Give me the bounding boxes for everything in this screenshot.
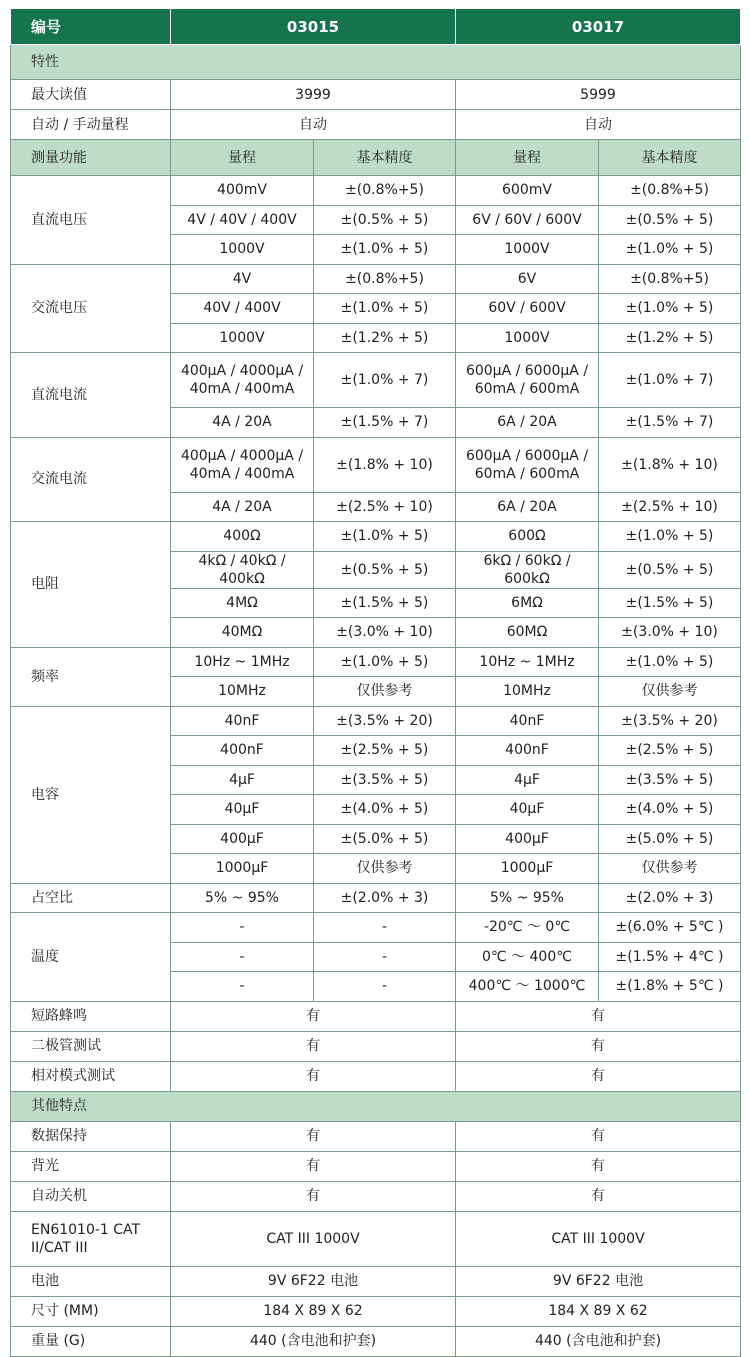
model-a-range: 40μF [171,795,314,825]
measure-function: 频率 [11,647,171,706]
model-b-value: 有 [456,1061,741,1091]
model-a-accuracy: ±(1.5% + 7) [314,408,456,438]
model-b-accuracy: ±(1.5% + 5) [599,588,741,618]
header-label: 编号 [11,9,171,45]
model-b-accuracy: ±(1.0% + 5) [599,235,741,265]
measure-function: 电容 [11,706,171,883]
model-b-range: 60V / 600V [456,294,599,324]
model-b-accuracy: ±(3.0% + 10) [599,618,741,648]
measure-row [11,176,741,206]
model-b-accuracy: ±(0.5% + 5) [599,205,741,235]
spec-row [11,1001,741,1031]
model-a-accuracy: ±(1.0% + 5) [314,294,456,324]
model-a-range: - [171,913,314,943]
model-a-accuracy: - [314,942,456,972]
model-a-accuracy: 仅供参考 [314,677,456,707]
spec-row [11,1061,741,1091]
model-a-accuracy: ±(1.8% + 10) [314,437,456,492]
spec-label: 自动 / 手动量程 [11,110,171,140]
range-header: 量程 [456,140,599,176]
measure-function: 电阻 [11,522,171,648]
model-a-accuracy: ±(3.5% + 20) [314,706,456,736]
section-row [11,1091,741,1121]
spec-label: 短路蜂鸣 [11,1001,171,1031]
spec-row [11,1326,741,1356]
measure-function: 直流电压 [11,176,171,265]
model-a-value: 有 [171,1181,456,1211]
accuracy-header: 基本精度 [599,140,741,176]
model-b-accuracy: ±(6.0% + 5℃ ) [599,913,741,943]
spec-row [11,1151,741,1181]
model-b-value: 自动 [456,110,741,140]
model-b-accuracy: ±(0.8%+5) [599,264,741,294]
model-a-range: 40nF [171,706,314,736]
model-b-accuracy: ±(1.5% + 7) [599,408,741,438]
model-b-value: 5999 [456,80,741,110]
model-b-accuracy: ±(2.5% + 10) [599,492,741,522]
model-b-accuracy: ±(1.0% + 5) [599,647,741,677]
measure-row [11,913,741,943]
model-b-range: 6kΩ / 60kΩ / 600kΩ [456,551,599,588]
model-b-range: 400nF [456,736,599,766]
measure-function: 交流电压 [11,264,171,353]
model-b-range: -20℃ ～ 0℃ [456,913,599,943]
model-b-value: 有 [456,1151,741,1181]
spec-row [11,1211,741,1266]
model-a-accuracy: ±(1.0% + 5) [314,235,456,265]
model-a-value: 自动 [171,110,456,140]
spec-label: 相对模式测试 [11,1061,171,1091]
model-b-value: 184 X 89 X 62 [456,1296,741,1326]
model-a-range: 1000V [171,235,314,265]
model-a-range: 10MHz [171,677,314,707]
model-b-value: 9V 6F22 电池 [456,1266,741,1296]
spec-label: 数据保持 [11,1121,171,1151]
measure-row [11,522,741,552]
model-b-range: 6V / 60V / 600V [456,205,599,235]
model-a-range: 4V / 40V / 400V [171,205,314,235]
model-a-accuracy: - [314,972,456,1002]
spec-row [11,80,741,110]
spec-row [11,1296,741,1326]
spec-label: 重量 (G) [11,1326,171,1356]
model-a-range: 4V [171,264,314,294]
model-b-value: 440 (含电池和护套) [456,1326,741,1356]
model-b-accuracy: ±(1.5% + 4℃ ) [599,942,741,972]
model-a-range: 400mV [171,176,314,206]
spec-row [11,1266,741,1296]
model-a-accuracy: ±(0.8%+5) [314,264,456,294]
model-b-range: 600μA / 6000μA / 60mA / 600mA [456,353,599,408]
header-row [11,9,741,45]
model-b-range: 1000μF [456,854,599,884]
model-b-range: 600mV [456,176,599,206]
spec-label: 背光 [11,1151,171,1181]
model-a-range: 400nF [171,736,314,766]
model-a-accuracy: ±(1.0% + 5) [314,522,456,552]
measure-row [11,437,741,492]
model-a-accuracy: ±(2.0% + 3) [314,883,456,913]
model-b-range: 10MHz [456,677,599,707]
spec-label: EN61010-1 CAT II/CAT III [11,1211,171,1266]
model-b-accuracy: ±(4.0% + 5) [599,795,741,825]
model-a-value: 184 X 89 X 62 [171,1296,456,1326]
model-b-range: 400℃ ～ 1000℃ [456,972,599,1002]
model-a-value: CAT III 1000V [171,1211,456,1266]
model-a-accuracy: ±(0.5% + 5) [314,205,456,235]
model-a-accuracy: - [314,913,456,943]
spec-row [11,110,741,140]
model-b-accuracy: ±(1.0% + 7) [599,353,741,408]
spec-label: 二极管测试 [11,1031,171,1061]
model-b-range: 400μF [456,824,599,854]
spec-row [11,1121,741,1151]
model-b-accuracy: ±(0.8%+5) [599,176,741,206]
section-title-other: 其他特点 [11,1091,741,1121]
model-b-header: 03017 [456,9,741,45]
model-a-accuracy: ±(4.0% + 5) [314,795,456,825]
measure-row [11,264,741,294]
model-b-accuracy: ±(0.5% + 5) [599,551,741,588]
range-header: 量程 [171,140,314,176]
model-a-accuracy: ±(1.2% + 5) [314,323,456,353]
model-b-value: 有 [456,1031,741,1061]
model-a-value: 有 [171,1061,456,1091]
model-a-range: 4μF [171,765,314,795]
model-b-accuracy: ±(1.0% + 5) [599,522,741,552]
model-a-value: 有 [171,1121,456,1151]
measure-row [11,353,741,408]
model-b-range: 0℃ ～ 400℃ [456,942,599,972]
model-b-accuracy: ±(1.2% + 5) [599,323,741,353]
model-a-range: 40MΩ [171,618,314,648]
model-b-accuracy: ±(2.5% + 5) [599,736,741,766]
model-b-range: 5% ~ 95% [456,883,599,913]
model-a-range: 40V / 400V [171,294,314,324]
spec-row [11,1181,741,1211]
model-b-accuracy: ±(1.8% + 5℃ ) [599,972,741,1002]
model-b-value: 有 [456,1001,741,1031]
spec-label: 尺寸 (MM) [11,1296,171,1326]
model-a-range: - [171,972,314,1002]
model-b-range: 60MΩ [456,618,599,648]
model-a-range: 5% ~ 95% [171,883,314,913]
model-b-range: 40nF [456,706,599,736]
model-a-accuracy: ±(1.5% + 5) [314,588,456,618]
spec-row [11,1031,741,1061]
model-b-range: 6MΩ [456,588,599,618]
model-a-value: 9V 6F22 电池 [171,1266,456,1296]
model-a-accuracy: ±(2.5% + 5) [314,736,456,766]
model-a-accuracy: ±(3.0% + 10) [314,618,456,648]
model-b-accuracy: ±(1.8% + 10) [599,437,741,492]
model-b-accuracy: ±(5.0% + 5) [599,824,741,854]
measure-row [11,647,741,677]
model-b-accuracy: ±(1.0% + 5) [599,294,741,324]
model-a-value: 有 [171,1031,456,1061]
model-b-value: CAT III 1000V [456,1211,741,1266]
spec-table [10,8,741,1357]
model-a-header: 03015 [171,9,456,45]
model-b-range: 10Hz ~ 1MHz [456,647,599,677]
model-a-range: 4A / 20A [171,408,314,438]
model-a-value: 有 [171,1151,456,1181]
model-b-range: 4μF [456,765,599,795]
accuracy-header: 基本精度 [314,140,456,176]
measure-row [11,706,741,736]
model-a-accuracy: ±(1.0% + 7) [314,353,456,408]
spec-label: 最大读值 [11,80,171,110]
model-a-range: 400Ω [171,522,314,552]
section-row [11,45,741,80]
model-b-range: 600Ω [456,522,599,552]
model-b-accuracy: 仅供参考 [599,677,741,707]
measure-row [11,883,741,913]
model-a-range: - [171,942,314,972]
model-b-accuracy: ±(3.5% + 20) [599,706,741,736]
measure-header-label: 测量功能 [11,140,171,176]
spec-label: 自动关机 [11,1181,171,1211]
model-b-range: 6A / 20A [456,408,599,438]
model-a-range: 1000μF [171,854,314,884]
section-title-features: 特性 [11,45,741,80]
model-a-accuracy: ±(5.0% + 5) [314,824,456,854]
measure-function: 直流电流 [11,353,171,438]
model-b-range: 40μF [456,795,599,825]
model-a-range: 400μA / 4000μA / 40mA / 400mA [171,437,314,492]
model-b-accuracy: 仅供参考 [599,854,741,884]
model-a-accuracy: ±(3.5% + 5) [314,765,456,795]
model-a-range: 400μA / 4000μA / 40mA / 400mA [171,353,314,408]
measure-header-row [11,140,741,176]
model-b-value: 有 [456,1121,741,1151]
model-b-range: 600μA / 6000μA / 60mA / 600mA [456,437,599,492]
model-b-range: 1000V [456,235,599,265]
model-b-range: 6A / 20A [456,492,599,522]
measure-function: 占空比 [11,883,171,913]
model-a-range: 400μF [171,824,314,854]
model-a-range: 4A / 20A [171,492,314,522]
model-b-value: 有 [456,1181,741,1211]
model-a-accuracy: ±(0.5% + 5) [314,551,456,588]
model-b-range: 1000V [456,323,599,353]
model-a-accuracy: ±(0.8%+5) [314,176,456,206]
model-a-value: 3999 [171,80,456,110]
model-b-range: 6V [456,264,599,294]
model-a-value: 有 [171,1001,456,1031]
model-a-range: 10Hz ~ 1MHz [171,647,314,677]
model-b-accuracy: ±(2.0% + 3) [599,883,741,913]
model-a-accuracy: 仅供参考 [314,854,456,884]
model-a-accuracy: ±(2.5% + 10) [314,492,456,522]
spec-label: 电池 [11,1266,171,1296]
model-a-range: 1000V [171,323,314,353]
model-a-value: 440 (含电池和护套) [171,1326,456,1356]
model-a-accuracy: ±(1.0% + 5) [314,647,456,677]
model-a-range: 4kΩ / 40kΩ / 400kΩ [171,551,314,588]
model-b-accuracy: ±(3.5% + 5) [599,765,741,795]
measure-function: 交流电流 [11,437,171,522]
model-a-range: 4MΩ [171,588,314,618]
measure-function: 温度 [11,913,171,1002]
